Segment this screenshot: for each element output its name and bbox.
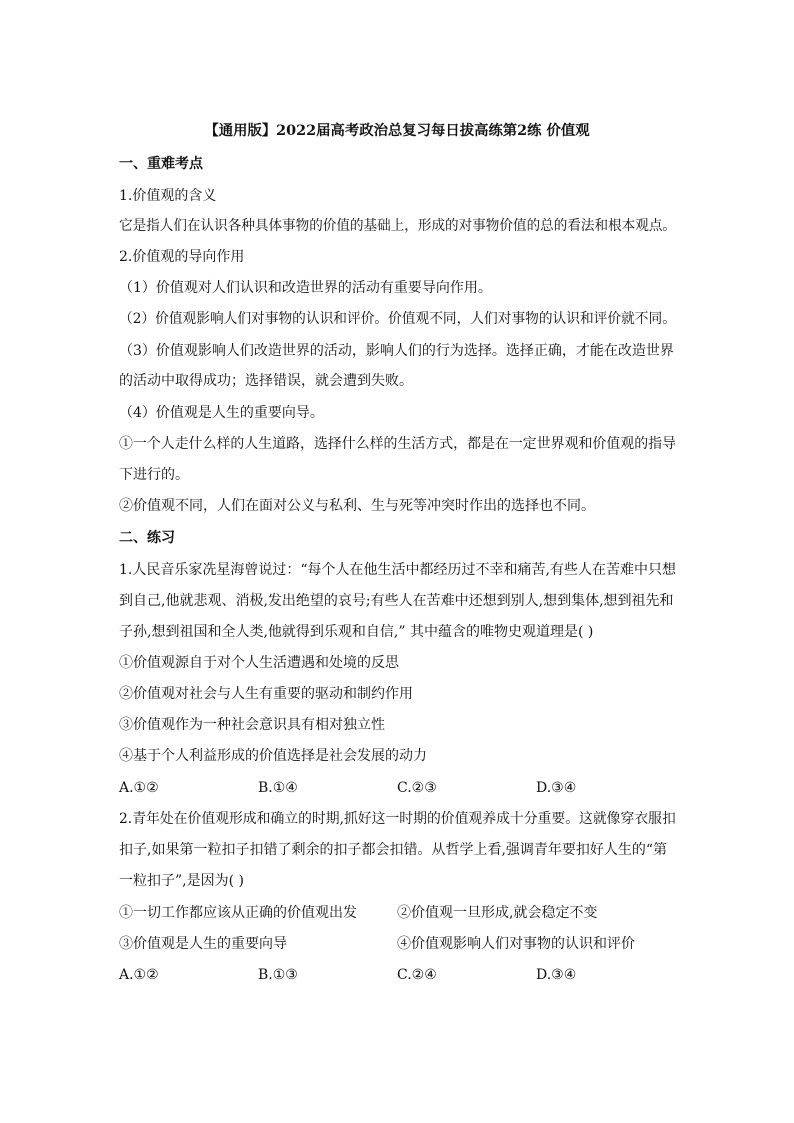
- question-2-statement: ①一切工作都应该从正确的价值观出发: [119, 905, 357, 921]
- section-heading-key-points: 一、重难考点: [119, 156, 203, 172]
- question-1-statement: ③价值观作为一种社会意识具有相对独立性: [119, 717, 385, 733]
- paragraph-line: 它是指人们在认识各种具体事物的价值的基础上，形成的对事物价值的总的看法和根本观点。: [119, 218, 677, 234]
- paragraph-line: 的活动中取得成功；选择错误，就会遭到失败。: [119, 373, 413, 389]
- paragraph-line: （1）价值观对人们认识和改造世界的活动有重要导向作用。: [119, 280, 492, 296]
- section-heading-practice: 二、练习: [119, 530, 175, 546]
- question-1-stem: 1.人民音乐家冼星海曾说过：“每个人在他生活中都经历过不幸和痛苦,有些人在苦难中只想: [119, 562, 676, 578]
- question-2-statement: ④价值观影响人们对事物的认识和评价: [397, 936, 635, 952]
- document-title: 【通用版】2022届高考政治总复习每日拔高练第2练 价值观: [204, 123, 590, 139]
- question-2-option-a: A.①②: [119, 967, 159, 983]
- paragraph-line: （3）价值观影响人们改造世界的活动，影响人们的行为选择。选择正确，才能在改造世界: [119, 343, 674, 359]
- question-2-statement: ③价值观是人生的重要向导: [119, 936, 287, 952]
- question-2-stem: 一粒扣子”,是因为( ): [119, 873, 244, 889]
- question-2-stem: 2.青年处在价值观形成和确立的时期,抓好这一时期的价值观养成十分重要。这就像穿衣服扣: [119, 811, 676, 827]
- question-2-option-c: C.②④: [397, 967, 437, 983]
- question-2-stem: 扣子,如果第一粒扣子扣错了剩余的扣子都会扣错。从哲学上看,强调青年要扣好人生的“第: [119, 842, 668, 858]
- question-1-statement: ①价值观源自于对个人生活遭遇和处境的反思: [119, 655, 399, 671]
- paragraph-line: ②价值观不同，人们在面对公义与私利、生与死等冲突时作出的选择也不同。: [119, 498, 595, 514]
- question-1-statement: ④基于个人利益形成的价值选择是社会发展的动力: [119, 748, 427, 764]
- question-2-statement: ②价值观一旦形成,就会稳定不变: [397, 905, 598, 921]
- question-2-option-b: B.①③: [258, 967, 298, 983]
- question-2-option-d: D.③④: [536, 967, 577, 983]
- question-1-option-c: C.②③: [397, 780, 437, 796]
- paragraph-line: （2）价值观影响人们对事物的认识和评价。价值观不同，人们对事物的认识和评价就不同。: [119, 311, 676, 327]
- paragraph-line: ①一个人走什么样的人生道路，选择什么样的生活方式，都是在一定世界观和价值观的指导: [119, 436, 676, 452]
- question-1-option-d: D.③④: [536, 780, 577, 796]
- question-1-option-b: B.①④: [258, 780, 298, 796]
- question-1-stem: 到自己,他就悲观、消极,发出绝望的哀号;有些人在苦难中还想到别人,想到集体,想到祖先和: [119, 593, 674, 609]
- question-1-stem: 子孙,想到祖国和全人类,他就得到乐观和自信,” 其中蕴含的唯物史观道理是( ): [119, 624, 594, 640]
- paragraph-line: 2.价值观的导向作用: [119, 249, 245, 265]
- paragraph-line: （4）价值观是人生的重要向导。: [119, 405, 324, 421]
- question-1-statement: ②价值观对社会与人生有重要的驱动和制约作用: [119, 686, 413, 702]
- question-1-option-a: A.①②: [119, 780, 159, 796]
- paragraph-line: 1.价值观的含义: [119, 188, 217, 204]
- paragraph-line: 下进行的。: [119, 467, 189, 483]
